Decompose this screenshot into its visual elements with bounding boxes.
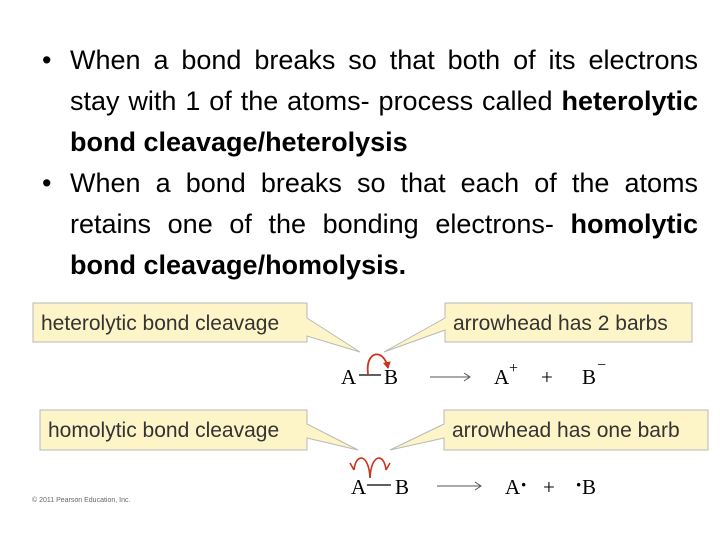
plus-sign: + xyxy=(541,365,553,389)
plus-sign: + xyxy=(543,475,555,499)
fishhook-arrow-right-barb xyxy=(386,463,390,470)
homolytic-note-text: arrowhead has one barb xyxy=(452,419,680,442)
heterolytic-note-text: arrowhead has 2 barbs xyxy=(453,312,668,335)
product-B: B xyxy=(582,365,597,389)
heterolytic-reaction xyxy=(341,354,606,389)
homolytic-note-callout xyxy=(390,410,708,450)
bullet-text: When a bond breaks so that each of the atoms retains one of the bonding electrons- xyxy=(70,168,698,239)
reactant-A: A xyxy=(351,475,367,499)
charge-plus: + xyxy=(509,360,519,377)
heterolytic-note-callout xyxy=(384,303,692,352)
copyright-notice: © 2011 Pearson Education, Inc. xyxy=(32,497,131,504)
product-A: A xyxy=(505,475,521,499)
bullet-marker: • xyxy=(42,45,52,75)
bullet-marker: • xyxy=(42,168,52,198)
reactant-B: B xyxy=(384,365,399,389)
reactant-A: A xyxy=(341,365,357,389)
fishhook-arrow-right xyxy=(370,458,386,478)
homolytic-label-text: homolytic bond cleavage xyxy=(48,419,280,442)
heterolytic-label-text: heterolytic bond cleavage xyxy=(41,312,280,335)
radical-dot-A: · xyxy=(520,472,528,497)
homolytic-reaction xyxy=(350,458,596,499)
bullet-term-homolysis: homolytic bond cleavage/homolysis. xyxy=(70,209,698,280)
homolytic-label-callout xyxy=(40,410,358,450)
charge-minus: − xyxy=(597,357,607,374)
reactant-B: B xyxy=(395,475,410,499)
heterolytic-label-callout xyxy=(33,303,360,352)
product-A: A xyxy=(494,365,510,389)
bullet-text: When a bond breaks so that both of its electrons stay with 1 of the atoms- process called xyxy=(70,45,698,116)
product-B: B xyxy=(582,475,597,499)
bullet-term-heterolysis: heterolytic bond cleavage/heterolysis xyxy=(70,86,698,157)
fishhook-arrow-left-barb xyxy=(350,463,354,470)
radical-dot-B: · xyxy=(575,472,583,497)
